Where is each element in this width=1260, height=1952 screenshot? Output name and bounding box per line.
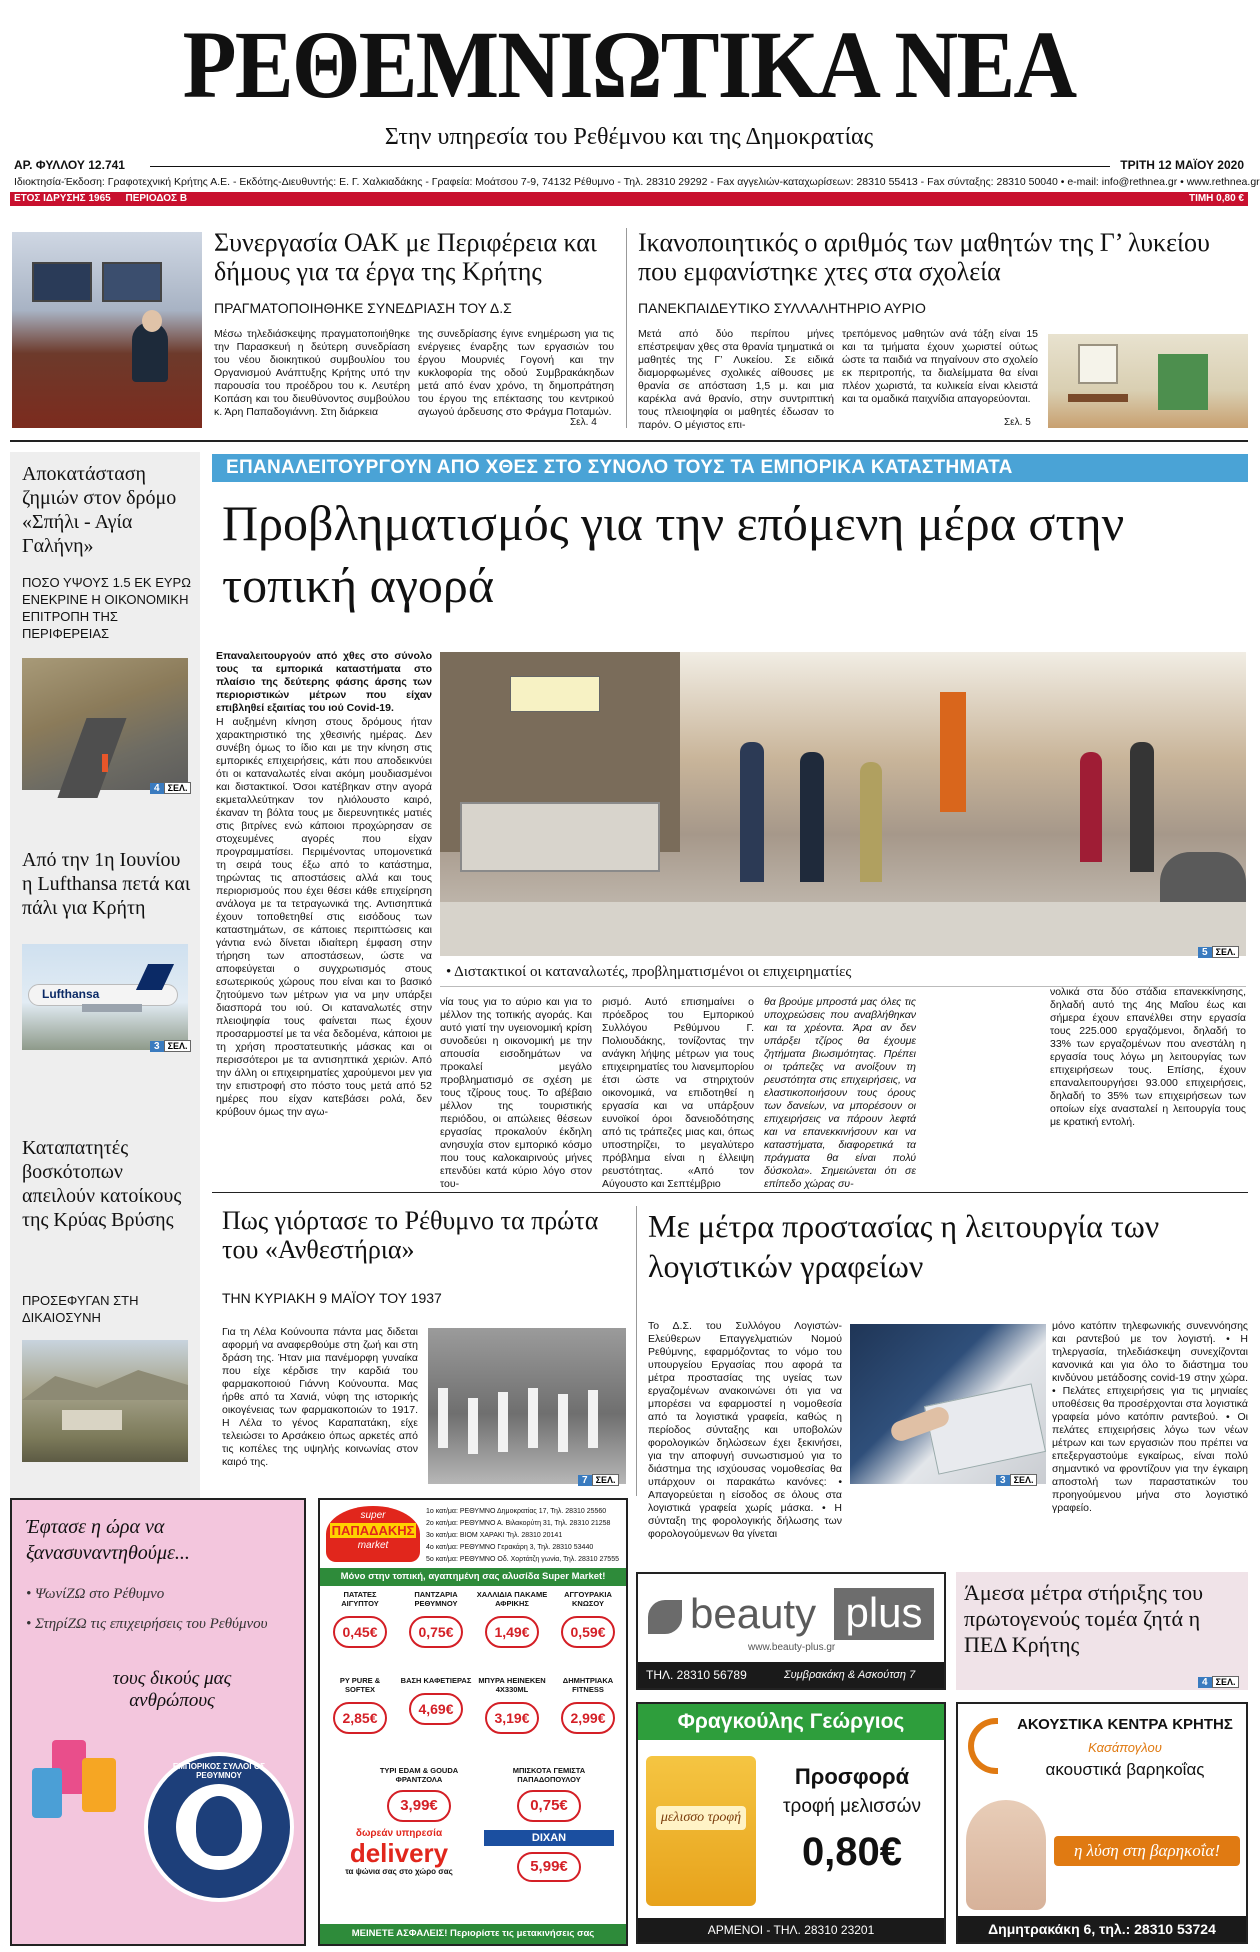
lufthansa-plane-photo [22,944,188,1050]
anthestiria-page-label: ΣΕΛ. [592,1474,620,1486]
product-price: 0,75€ [517,1790,581,1822]
product-name: ΒΑΣΗ ΚΑΦΕΤΙΕΡΑΣ [400,1676,472,1685]
sidebar-story3-sub: ΠΡΟΣΕΦΥΓΑΝ ΣΤΗ ΔΙΚΑΙΟΣΥΝΗ [22,1293,139,1325]
oak-kicker: ΠΡΑΓΜΑΤΟΠΟΙΗΘΗΚΕ ΣΥΝΕΔΡΙΑΣΗ ΤΟΥ Δ.Σ [214,300,512,316]
product-price: 2,99€ [561,1702,615,1734]
section-rule [10,440,1248,442]
hearing-title: ΑΚΟΥΣΤΙΚΑ ΚΕΝΤΡΑ ΚΡΗΤΗΣ [1017,1716,1233,1733]
delivery-text: delivery [349,1838,449,1868]
sidebar-story1-title[interactable]: Αποκατάσταση ζημιών στον δρόμο «Σπήλι - Αγία Γαλήνη» [22,463,177,557]
beauty-footer [638,1662,944,1688]
emporikos-line1: Έφτασε η ώρα να ξανασυναντηθούμε... [26,1516,190,1564]
masthead-title: ΡΕΘΕΜΝΙΩΤΙΚΑ ΝΕΑ [182,11,1076,118]
lead-banner: ΕΠΑΝΑΛΕΙΤΟΥΡΓΟΥΝ ΑΠΟ ΧΘΕΣ ΣΤΟ ΣΥΝΟΛΟ ΤΟΥΣ ΤΑ ΕΜΠΟΡΙΚΑ ΚΑΤΑΣΤΗΜΑΤΑ [212,454,1248,482]
top-divider [626,228,627,428]
students-page-ref[interactable]: Σελ. 5 [1004,417,1031,428]
papadakis-slogan: Μόνο στην τοπική, αγαπημένη σας αλυσίδα Super Market! [320,1568,626,1586]
product-price: 0,45€ [333,1616,387,1648]
beauty-url[interactable]: www.beauty-plus.gr [748,1642,836,1653]
lead-bottom-rule [212,1192,1248,1193]
lead-col-3: ρισμό. Αυτό επισημαίνει ο πρόεδρος του Εμπορικού Συλλόγου Ρεθύμνου Γ. Πολιουδάκης, τονίζοντας την ανάγκη λήψης μέτρων για τους επιχειρηματίες του λιανεμπορίου έτσι ώστε να στηριχτούν οικονομικά, να επιδοτηθεί η εργασία και να υπάρξουν ευνοϊκοί όροι δανειοδότησης από τις τράπεζες μιας και, όπως υποστηρίζει, το μεγαλύτερο πρόβλημα είναι η έλλειψη ρευστότητας. «Από τον Αύγουστο και Σεπτέμβριο [602,996,754,1190]
product-item [324,1590,396,1648]
honey-offer1: Προσφορά [794,1764,910,1789]
ped-headline[interactable]: Άμεσα μέτρα στήριξης του πρωτογενούς τομέα ζητά η ΠΕΔ Κρήτης [964,1580,1204,1657]
beauty-plus-ad[interactable] [636,1572,946,1690]
anthestiria-page-num: 7 [578,1475,592,1486]
lead-photo-page-label: ΣΕΛ. [1212,946,1240,958]
product-name: DIXAN [484,1830,614,1846]
delivery-sub: τα ψώνια σας στο χώρο σας [345,1867,453,1876]
beauty-brand-a: beauty [690,1590,817,1637]
papadakis-brand: ΠΑΠΑΔΑΚΗΣ [331,1523,415,1538]
delivery-block [324,1828,474,1876]
sidebar-story2-title[interactable]: Από την 1η Ιουνίου η Lufthansa πετά και πάλι για Κρήτη [22,849,191,919]
issue-date: ΤΡΙΤΗ 12 ΜΑΪΟΥ 2020 [1120,158,1244,172]
shopping-bag-icon-3 [32,1768,62,1818]
papadakis-stores [426,1506,626,1566]
anthestiria-kicker: ΤΗΝ ΚΥΡΙΑΚΗ 9 ΜΑΪΟΥ ΤΟΥ 1937 [222,1290,442,1306]
product-name: ΠΑΝΤΖΑΡΙΑ ΡΕΘΥΜΝΟΥ [414,1590,458,1608]
product-price: 2,85€ [333,1702,387,1734]
hearing-promo: η λύση στη βαρηκοΐα! [1054,1836,1240,1866]
honey-footer: ΑΡΜΕΝΟΙ - ΤΗΛ. 28310 23201 [638,1918,944,1942]
accountants-page-label: ΣΕΛ. [1010,1474,1038,1486]
students-col-1: Μετά από δύο περίπου μήνες επέστρεψαν χθες στα θρανία τμηματικά οι μαθητές της Γ’ Λυκείου. Σε ειδικά διαμορφωμένες σχολικές αίθουσες με θρανία σε απόσταση 1,5 μ. και μια καρέκλα ανά θρανίο, στην συντριπτική τους πλειοψηφία οι μαθητές έδωσαν το παρόν. Ο μέγιστος επι- [638,328,834,431]
ped-page-tag[interactable] [1198,1672,1239,1690]
product-name: ΜΠΥΡΑ HEINEKEN 4X330ML [478,1676,546,1694]
lead-col-1: Η αυξημένη κίνηση στους δρόμους ήταν χαρακτηριστικό της χθεσινής ημέρας. Δεν συνέβη όμως το ίδιο και με την κίνηση στις εμπορικές επιχειρήσεις, κάτι που αποδεικνύει ότι οι καταναλωτές είναι ακόμη μουδιασμένοι και διστακτικοί. Όσοι κατέβηκαν στην αγορά εκμεταλλεύτηκαν τον ηλιόλουστο καιρό, έκαναν τη βόλτα τους με διερευνητικές ματιές στις βιτρίνες ενώ κάποιοι προχώρησαν σε στοχευμένες αγορές που είχαν προγραμματίσει. Περιμένοντας υπομονετικά τη σειρά τους έξω από το κατάστημα, τηρώντας τις αποστάσεις αλλά και τους περιορισμούς που έχει θέσει κάθε επιχείρηση ανάλογα με τα τετραγωνικά της. Αντισηπτικά έχουν τοποθετηθεί στις εισόδους των καταστημάτων, σε κάποιες περιπτώσεις και γάντια ενώ δίνεται ιδιαίτερη έμφαση στην τήρηση των αποστάσεων, ώστε να αποφεύγεται ο συγχρωτισμός στους εσωτερικούς χώρους που είναι και το βασικό ζητούμενο των μέτρων για να μην υπάρξει διασπορά του ιού. Οι καταναλωτές στην πλειοψηφία τους φαίνεται πως έχουν προσαρμοστεί με τα νέα δεδομένα, κάποιοι με τη χρήση προστατευτικής μάσκας και οι περισσότεροι με τα αντισηπτικά χεριών. Από την άλλη οι επιχειρηματίες χαρούμενοι μεν για την επιστροφή στο πόστο τους μετά από 52 ημέρες που είχαν κατεβάσει ρολά, δεν κρύβουν όμως την αγω- [216,716,432,1118]
oak-headline[interactable]: Συνεργασία ΟΑΚ με Περιφέρεια και δήμους για τα έργα της Κρήτης [214,228,597,287]
delivery-top: δωρεάν υπηρεσία [355,1828,443,1839]
accountants-headline[interactable]: Με μέτρα προστασίας η λειτουργία των λογιστικών γραφείων [648,1208,1160,1284]
story1-page-num: 4 [150,783,164,794]
honey-offer2: τροφή μελισσών [783,1796,921,1817]
students-col-2: τρεπόμενος μαθητών ανά τάξη είναι 15 και τα τμήματα έχουν χωριστεί ούτως ώστε τα παιδιά να πηγαίνουν στο σχολείο εκ περιτροπής, τα διαλείμματα θα είναι πλέον χωριστά, τα κυλικεία είναι κλειστά και τα ομαδικά παιχνίδια απαγορεύονται. [842,328,1038,405]
ear-photo [966,1800,1046,1910]
honey-name: Φραγκούλης Γεώργιος [638,1704,944,1740]
oak-col-2: της συνεδρίασης έγινε ενημέρωση για τις ενέργειες έναρξης των εργασιών του έργου Μουρνιές Γογονή και την κυκλοφορία της οδού Συμβρακάκηδων μετά από έναν χρόνο, τη δημοπράτηση του έργου της επέκτασης του κεντρικού αγωγού άρδευσης στο Φράγμα Ποταμών. [418,328,614,418]
issue-number: ΑΡ. ΦΥΛΛΟΥ 12.741 [14,158,125,172]
lead-photo-page-tag[interactable] [1198,942,1239,960]
lead-col-2: νία τους για το αύριο και για το μέλλον της τοπικής αγοράς. Και αυτό γιατί την υγειονομική κρίση συνοδεύει η οικονομική με την απουσία εισοδημάτων να προκαλεί μεγάλο προβληματισμό σε σχέση με τους τζίρους τους. Το αβέβαιο μέλλον της τουριστικής περιόδου, οι απώλειες θέσεων εργασίας προκαλούν έκδηλη ανησυχία στον εμπορικό κόσμο που τους καλοκαιρινούς μήνες επενδύει κατά κύριο λόγο στον του- [440,996,592,1190]
anthestiria-page-tag[interactable] [578,1470,619,1488]
lead-col-4: θα βρούμε μπροστά μας όλες τις υποχρεώσεις που αναβλήθηκαν και τα χρέοντα. Άρα αν δεν υπάρξει τζίρος θα έχουμε ζητήματα βιωσιμότητας. Πρέπει οι τράπεζες να ανοίξουν τη ρευστότητα στις επιχειρήσεις, να ελαστικοποιήσουν τους όρους των δανείων, να μπορέσουν οι επιχειρήσεις να πάρουν λεφτά και να επανεκκινήσουν και να καταστήματα, διαφορετικά τα πράγματα θα είναι πολύ δύσκολα». Σημειώνεται ότι σε επίπεδο χώρας συ- [764,996,916,1190]
masthead-tagline: Στην υπηρεσία του Ρεθέμνου και της Δημοκρατίας [384,124,874,150]
market-street-photo [440,652,1246,956]
period-label: ΠΕΡΙΟΔΟΣ Β [125,193,188,204]
beauty-address: Συμβρακάκη & Ασκούτση 7 [784,1669,916,1681]
product-item [400,1676,472,1725]
lead-photo-caption: • Διστακτικοί οι καταναλωτές, προβληματισμένοι οι επιχειρηματίες [446,964,852,980]
product-name: ΑΓΓΟΥΡΑΚΙΑ ΚΝΩΣΟΥ [564,1590,612,1608]
sidebar-story1-sub: ΠΟΣΟ ΥΨΟΥΣ 1.5 ΕΚ ΕΥΡΩ ΕΝΕΚΡΙΝΕ Η ΟΙΚΟΝΟΜΙΚΗ ΕΠΙΤΡΟΠΗ ΤΗΣ ΠΕΡΙΦΕΡΕΙΑΣ [22,575,191,641]
emporikos-line2: • ΨωνίΖΩ στο Ρέθυμνο [26,1586,165,1602]
story2-page-num: 3 [150,1041,164,1052]
product-price: 5,99€ [517,1852,581,1882]
info-bar [10,192,1248,206]
store-line: 3o κατ/μα: ΒΙΟΜ ΧΑΡΑΚΙ Τηλ. 28310 20141 [426,1532,563,1539]
product-item [484,1830,614,1882]
product-item [476,1590,548,1648]
honey-jar-icon [646,1756,756,1906]
hearing-tagline: ακουστικά βαρηκοΐας [1045,1760,1205,1779]
product-name: ΠΑΤΑΤΕΣ ΑΙΓΥΠΤΟΥ [341,1590,379,1608]
honey-ad[interactable] [636,1702,946,1944]
lead-col-5: νολικά στα δύο στάδια επανεκκίνησης, δηλαδή αυτό της 4ης Μαΐου έως και σήμερα έχουν επανέλθει στην εργασία τους 225.000 εργαζόμενοι, δηλαδή το 33% των εργαζομένων που ανεστάλη η εργασία τους λόγω μη λειτουργίας των επιχειρήσεων τους. Επίσης, έχουν επαναλειτουργήσει 93.000 επιχειρήσεις, δηλαδή το 35% των επιχειρήσεων των οποίων είχε ανασταλεί η λειτουργία τους με κρατική εντολή. [1050,986,1246,1128]
story2-page-label: ΣΕΛ. [164,1040,192,1052]
product-price: 3,99€ [387,1790,451,1822]
lead-intro: Επαναλειτουργούν από χθες στο σύνολο τους τα εμπορικά καταστήματα στο πλαίσιο της δεύτερης φάσης άρσης των περιοριστικών μέτρων που είχαν επιβληθεί εξαιτίας του ιού Covid-19. [216,650,432,714]
accountant-photo [850,1324,1046,1484]
anthestiria-body: Για τη Λέλα Κούνουπα πάντα μας διδεται αφορμή να αναφερθούμε στη ζωή και στη δράση της. Ήταν μια πανέμορφη γυναίκα που είχε κέρδισε την καρδιά του φαρμακοποιού Γιάννη Κούνουπα. Μας ήρθε από τα Χανιά, νύφη της ιστορικής οικογένειας των φαρμακοποιών το 1917. Η Λέλα το γένος Καραπατάκη, είχε τελειώσει το Αρσάκειο όπως αρκετές από τις κοπέλες της υψηλής κοινωνίας στον καιρό της. [222,1326,418,1468]
product-item [552,1590,624,1648]
anthestiria-headline[interactable]: Πως γιόρτασε το Ρέθυμνο τα πρώτα του «Ανθεστήρια» [222,1206,599,1265]
product-name: ΧΑΛΛΙΔΙΑ ΠΑΚΑΜΕ ΑΦΡΙΚΗΣ [476,1590,548,1608]
story1-page-tag[interactable] [150,778,191,796]
story2-page-tag[interactable] [150,1036,191,1054]
store-line: 5o κατ/μα: ΡΕΘΥΜΝΟ Οδ. Χορτάτζη γωνία, Τηλ. 28310 27555 [426,1556,619,1563]
product-price: 3,19€ [485,1702,539,1734]
sidebar-story3-title[interactable]: Καταπατητές βοσκότοπων απειλούν κατοίκους της Κρύας Βρύσης [22,1137,182,1231]
shopping-bag-icon-2 [82,1758,116,1812]
product-item [324,1676,396,1734]
papadakis-brand-top: super [360,1510,386,1521]
accountants-page-tag[interactable] [996,1470,1037,1488]
mid-divider [636,1206,637,1496]
papadakis-footer: ΜΕΙΝΕΤΕ ΑΣΦΑΛΕΙΣ! Περιορίστε τις μετακινήσεις σας [320,1924,626,1944]
lead-photo-page-num: 5 [1198,947,1212,958]
honey-price: 0,80€ [801,1830,903,1874]
lead-headline[interactable]: Προβληματισμός για την επόμενη μέρα στην τοπική αγορά [222,495,1125,613]
hearing-footer: Δημητρακάκη 6, τηλ.: 28310 53724 [958,1916,1246,1942]
ped-page-num: 4 [1198,1677,1212,1688]
founded-label: ΕΤΟΣ ΙΔΡΥΣΗΣ 1965 [14,193,111,204]
oak-page-ref[interactable]: Σελ. 4 [570,417,597,428]
product-name: ΜΠΙΣΚΟΤΑ ΓΕΜΙΣΤΑ ΠΑΠΑΔΟΠΟΥΛΟΥ [512,1766,586,1784]
oak-col-1: Μέσω τηλεδιάσκεψης πραγματοποιήθηκε την Παρασκευή η δεύτερη συνεδρίαση του νέου διοικητικού συμβουλίου του Οργανισμού Ανάπτυξης Κρήτης υπό την παρουσία του προέδρου του κ. Λευτέρη Κοπάση και του διευθύνοντος συμβούλου κ. Άρη Παπαδογιάννη. Στη διάρκεια [214,328,410,418]
story1-page-label: ΣΕΛ. [164,782,192,794]
papadakis-ad[interactable] [318,1498,628,1946]
oak-meeting-photo [12,232,202,428]
classroom-photo [1048,334,1248,428]
masthead-rule [150,166,1110,167]
emporikos-line4: τους δικούς μας ανθρώπους [112,1668,232,1711]
store-line: 1o κατ/μα: ΡΕΘΥΜΝΟ Δημοκρατίας 17, Τηλ. 28310 25560 [426,1508,607,1515]
accountants-col-1: Το Δ.Σ. του Συλλόγου Λογιστών-Ελεύθερων Επαγγελματιών Νομού Ρεθύμνης, εφαρμόζοντας το νόμο του υπουργείου Εργασίας που αφορά τα μέτρα προστασίας της υγείας των εργαζομένων ανακοινώνει ότι για να μπορέσει να εφαρμοστεί η νομοθεσία από τα λογιστικά γραφεία, καθώς η περίοδος σύνταξης και υποβολών φορολογικών δηλώσεων έχει ξεκινήσει, για την αποφυγή συνωστισμού για το διάστημα της ισχύουσας νομοθεσίας θα υπάρχουν οι παρακάτω κανόνες: • Απαγορεύεται η είσοδος σε όλους στα λογιστικά γραφεία χωρίς μάσκα. • Η σύνταξη της φορολογικής δήλωσης των φορολογούμενων θα γίνεται [648,1320,842,1540]
beauty-phone: ΤΗΛ. 28310 56789 [646,1668,747,1682]
ped-story[interactable] [956,1572,1248,1690]
ear-logo-icon [968,1718,998,1774]
papadakis-brand-bottom: market [357,1540,389,1551]
lufthansa-text: Lufthansa [42,987,100,1001]
papadakis-products [324,1590,624,1880]
honey-jar-label: μελισσο τροφή [656,1806,746,1830]
product-item [400,1590,472,1648]
beauty-brand-b: plus [834,1588,934,1640]
hearing-ad[interactable] [956,1702,1248,1944]
store-line: 2o κατ/μα: ΡΕΘΥΜΝΟ Α. Βιλακορύτη 31, Τηλ. 28310 21258 [426,1520,611,1527]
accountants-page-num: 3 [996,1475,1010,1486]
product-name: PY PURE & SOFTEX [339,1676,381,1694]
emporikos-seal-text: ΕΜΠΟΡΙΚΟΣ ΣΥΛΛΟΓΟΣ ΡΕΘΥΜΝΟΥ [172,1762,266,1780]
product-name: ΔΗΜΗΤΡΙΑΚΑ FITNESS [562,1676,614,1694]
road-photo [22,658,188,790]
product-price: 0,75€ [409,1616,463,1648]
ped-page-label: ΣΕΛ. [1212,1676,1240,1688]
students-headline[interactable]: Ικανοποιητικός ο αριθμός των μαθητών της Γ’ λυκείου που εμφανίστηκε χτες στα σχολεία [638,228,1210,287]
price-label: ΤΙΜΗ 0,80 € [1188,193,1244,204]
publisher-line: Ιδιοκτησία-Έκδοση: Γραφοτεχνική Κρήτης Α.Ε. - Εκδότης-Διευθυντής: Ε. Γ. Χαλκιαδάκης - Γραφεία: Μοάτσου 7-9, 74132 Ρέθυμνο - Τηλ. 28310 29292 - Fax αγγελιών-καταχωρίσεων: 28310 55413 - Fax σύνταξης: 28310 50040 • e-mail: info@rethnea.gr • www.rethnea.gr [14,176,1260,188]
store-line: 4o κατ/μα: ΡΕΘΥΜΝΟ Γερακάρη 3, Τηλ. 28310 53440 [426,1544,594,1551]
kryavrysi-photo [22,1340,188,1462]
product-name: ΤΥΡΙ EDAM & GOUDA ΦΡΑΝΤΖΟΛΑ [379,1766,459,1784]
product-item [552,1676,624,1734]
emporikos-line3: • ΣτηρίΖΩ τις επιχειρήσεις του Ρεθύμνου [26,1616,268,1632]
flower-icon [648,1600,682,1634]
accountants-col-2: μόνο κατόπιν τηλεφωνικής συνεννόησης και ραντεβού με τον λογιστή. • Η τηλεργασία, τηλεδιάσκεψη συνεχίζονται κανονικά και για όλο το διάστημα του κινδύνου μετάδοσης covid-19 στην χώρα. • Πελάτες επιχειρήσεις για τις μηνιαίες υποθέσεις θα προσέρχονται στα λογιστικά γραφεία μόνο κατόπιν ραντεβού. • Οι πελάτες επιχειρήσεις λόγω των νέων μέτρων και των εργασιών που πρέπει να επεξεργαστούμε εγκαίρως, είναι πολύ σημαντικό να φροντίζουν για την έγκαιρη αποστολή των παραστατικών του προηγούμενου μήνα στο λογιστικό γραφείο. [1052,1320,1248,1514]
emporikos-seal-icon [144,1752,294,1902]
product-price: 0,59€ [561,1616,615,1648]
hearing-sub: Κασάπογλου [1088,1740,1162,1755]
product-item [484,1766,614,1822]
product-item [364,1766,474,1822]
product-price: 1,49€ [485,1616,539,1648]
product-price: 4,69€ [409,1693,463,1725]
papadakis-logo [326,1506,420,1562]
product-item [476,1676,548,1734]
students-kicker: ΠΑΝΕΚΠΑΙΔΕΥΤΙΚΟ ΣΥΛΛΑΛΗΤΗΡΙΟ ΑΥΡΙΟ [638,300,926,316]
emporikos-ad[interactable] [10,1498,306,1946]
anthestiria-photo [428,1328,626,1484]
